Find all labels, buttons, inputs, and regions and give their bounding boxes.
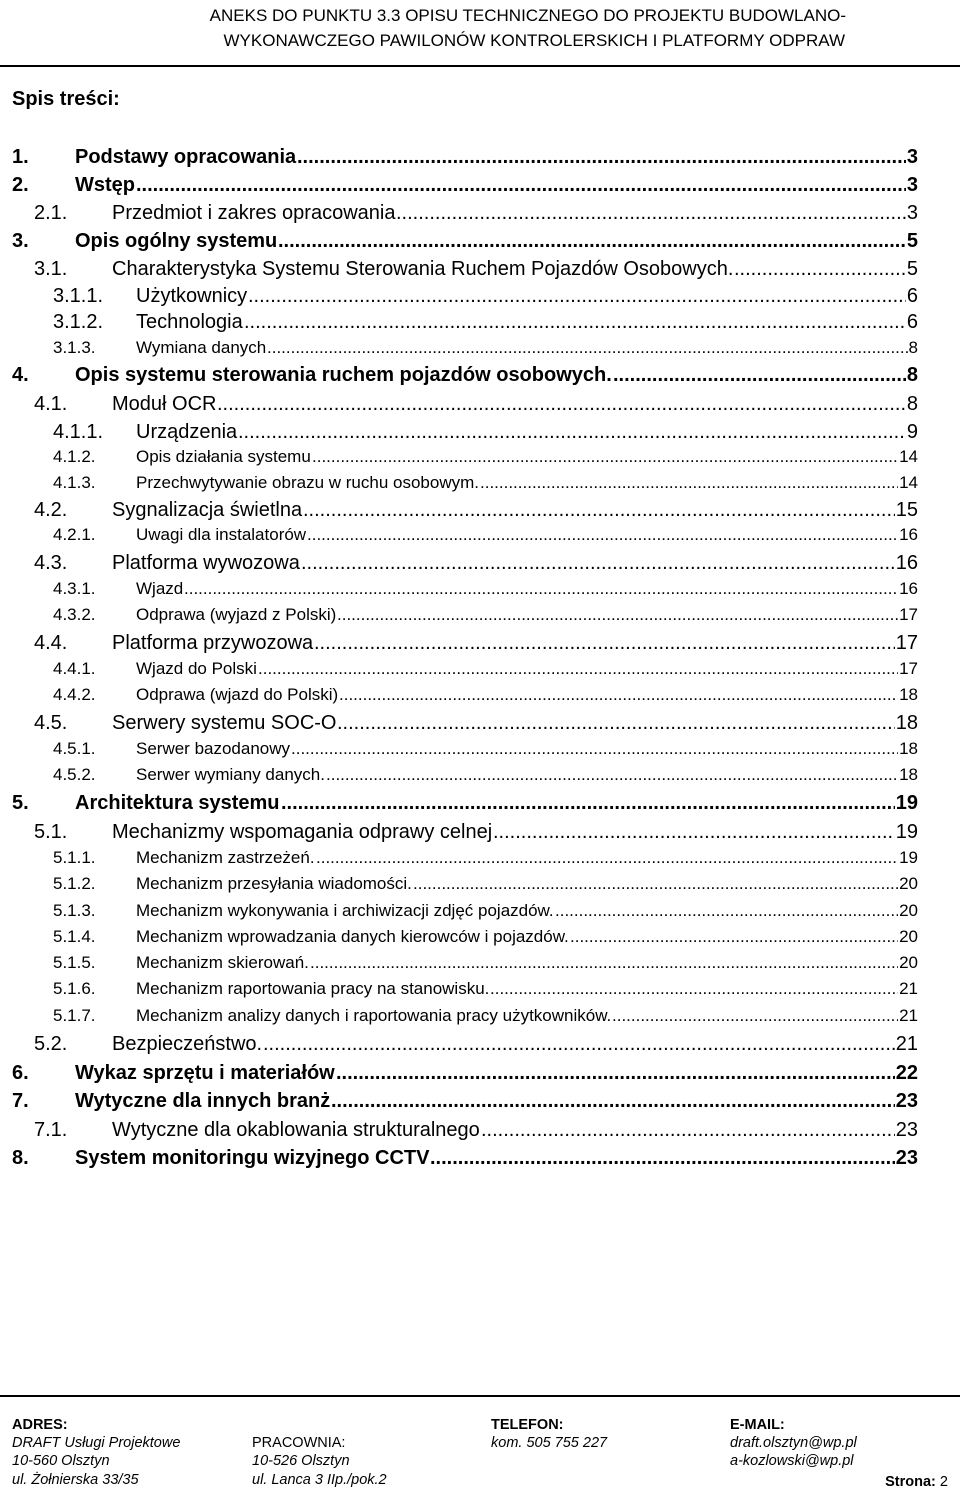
toc-entry-title: Odprawa (wjazd do Polski) [136, 685, 339, 704]
toc-dot-leader [337, 605, 898, 625]
toc-entry-number: 4.5.1. [53, 739, 96, 758]
toc-entry-title: Moduł OCR [112, 393, 217, 415]
toc-entry-page: 15 [895, 499, 918, 521]
toc-entry-title: Serwer bazodanowy [136, 739, 291, 758]
toc-entry-title: Urządzenia [136, 421, 238, 443]
toc-entry-page: 17 [895, 632, 918, 654]
toc-dot-leader [238, 421, 906, 444]
toc-entry[interactable] [0, 765, 918, 789]
toc-entry-title: Uwagi dla instalatorów [136, 525, 307, 544]
toc-dot-leader [336, 1062, 895, 1085]
footer-address-label: ADRES: [12, 1417, 68, 1433]
toc-entry-number: 4. [12, 364, 29, 386]
toc-entry-page: 3 [906, 146, 918, 168]
toc-entry-title: Przedmiot i zakres opracowania [112, 202, 396, 224]
header-divider [0, 65, 960, 67]
toc-dot-leader [307, 525, 898, 545]
toc-entry-page: 18 [899, 739, 918, 758]
toc-entry-page: 8 [906, 364, 918, 386]
toc-entry-title: Bezpieczeństwo. [112, 1033, 263, 1055]
toc-entry-page: 3 [906, 202, 918, 224]
toc-entry-page: 20 [899, 874, 918, 893]
toc-entry[interactable] [0, 739, 918, 763]
toc-dot-leader [570, 927, 898, 947]
toc-entry-page: 20 [899, 927, 918, 946]
toc-entry-number: 4.2. [34, 499, 68, 521]
toc-entry-page: 5 [906, 258, 918, 280]
toc-entry-title: Wjazd do Polski [136, 659, 257, 678]
page-number: 2 [939, 1474, 948, 1490]
toc-entry-number: 3. [12, 230, 29, 252]
toc-entry[interactable] [0, 605, 918, 629]
toc-entry-page: 19 [895, 821, 918, 843]
toc-entry-title: Platforma przywozowa [112, 632, 314, 654]
toc-entry[interactable] [0, 525, 918, 549]
toc-entry-page: 19 [895, 792, 918, 814]
toc-dot-leader [312, 447, 898, 467]
toc-entry-title: Wymiana danych [136, 338, 267, 357]
toc-entry[interactable] [0, 1006, 918, 1030]
toc-entry-title: Mechanizm zastrzeżeń. [136, 848, 315, 867]
toc-entry[interactable] [0, 1090, 918, 1114]
toc-dot-leader [136, 174, 906, 197]
toc-entry[interactable] [0, 927, 918, 951]
page-label: Strona: [885, 1474, 936, 1490]
footer-address-line: ul. Żołnierska 33/35 [12, 1472, 139, 1488]
toc-entry-number: 5.1.6. [53, 979, 96, 998]
toc-entry-title: Mechanizm wprowadzania danych kierowców i pojazdów. [136, 927, 569, 946]
toc-entry-page: 17 [899, 659, 918, 678]
toc-entry-number: 4.3. [34, 552, 68, 574]
toc-entry-number: 5.1.5. [53, 953, 96, 972]
toc-entry-number: 4.1. [34, 393, 68, 415]
toc-entry-page: 16 [895, 552, 918, 574]
toc-entry-page: 6 [906, 311, 918, 333]
toc-entry-title: Wytyczne dla okablowania strukturalnego [112, 1119, 480, 1141]
footer-divider [0, 1395, 960, 1397]
toc-entry[interactable] [0, 979, 918, 1003]
toc-entry-page: 16 [899, 525, 918, 544]
toc-entry-title: Mechanizm skierowań. [136, 953, 309, 972]
toc-entry[interactable] [0, 792, 918, 816]
toc-entry[interactable] [0, 579, 918, 603]
toc-entry[interactable] [0, 901, 918, 925]
toc-entry-page: 6 [906, 285, 918, 307]
toc-dot-leader [613, 364, 906, 387]
toc-entry-number: 4.4.1. [53, 659, 96, 678]
toc-dot-leader [244, 311, 906, 334]
toc-entry[interactable] [0, 311, 918, 335]
toc-entry-title: System monitoringu wizyjnego CCTV [75, 1147, 430, 1169]
footer-phone-line: kom. 505 755 227 [491, 1435, 608, 1451]
toc-dot-leader [184, 579, 898, 599]
toc-entry-title: Serwer wymiany danych. [136, 765, 325, 784]
footer-email-line: a-kozlowski@wp.pl [730, 1453, 854, 1469]
footer-email-label: E-MAIL: [730, 1417, 785, 1433]
toc-entry-number: 4.3.2. [53, 605, 96, 624]
toc-entry[interactable] [0, 447, 918, 471]
toc-entry-title: Sygnalizacja świetlna [112, 499, 303, 521]
toc-entry-number: 2. [12, 174, 29, 196]
toc-entry[interactable] [0, 230, 918, 254]
toc-entry-page: 18 [899, 685, 918, 704]
toc-entry[interactable] [0, 146, 918, 170]
toc-entry-title: Wjazd [136, 579, 184, 598]
toc-dot-leader [263, 1033, 895, 1056]
toc-entry-page: 21 [895, 1033, 918, 1055]
toc-entry-title: Opis systemu sterowania ruchem pojazdów osobowych. [75, 364, 612, 386]
toc-entry[interactable] [0, 1033, 918, 1057]
toc-entry[interactable] [0, 1062, 918, 1086]
toc-entry-number: 3.1. [34, 258, 68, 280]
toc-entry-number: 5.1. [34, 821, 68, 843]
toc-entry-page: 8 [906, 393, 918, 415]
toc-entry-number: 4.3.1. [53, 579, 96, 598]
toc-entry-title: Mechanizm przesyłania wiadomości. [136, 874, 412, 893]
toc-dot-leader [314, 632, 895, 655]
header-title-line-1: ANEKS DO PUNKTU 3.3 OPISU TECHNICZNEGO DO PROJEKTU BUDOWLANO- [209, 6, 846, 25]
page-number-block [885, 1473, 948, 1491]
toc-entry-number: 4.1.2. [53, 447, 96, 466]
toc-entry[interactable] [0, 821, 918, 845]
toc-entry-title: Mechanizm analizy danych i raportowania pracy użytkowników. [136, 1006, 612, 1025]
toc-dot-leader [481, 1119, 895, 1142]
toc-entry-number: 6. [12, 1062, 29, 1084]
toc-entry-page: 14 [899, 447, 918, 466]
toc-entry-title: Mechanizmy wspomagania odprawy celnej [112, 821, 493, 843]
toc-entry[interactable] [0, 174, 918, 198]
toc-entry[interactable] [0, 258, 918, 282]
footer-studio-line: ul. Lanca 3 IIp./pok.2 [252, 1472, 387, 1488]
toc-entry-number: 4.5.2. [53, 765, 96, 784]
toc-entry-page: 14 [899, 473, 918, 492]
footer-phone-label: TELEFON: [491, 1417, 564, 1433]
toc-entry-number: 8. [12, 1147, 29, 1169]
toc-entry-page: 22 [895, 1062, 918, 1084]
toc-dot-leader [258, 659, 898, 679]
toc-entry-title: Przechwytywanie obrazu w ruchu osobowym. [136, 473, 479, 492]
toc-entry-page: 20 [899, 901, 918, 920]
toc-entry-page: 17 [899, 605, 918, 624]
toc-dot-leader [326, 765, 898, 785]
toc-entry-number: 5.2. [34, 1033, 68, 1055]
toc-entry[interactable] [0, 364, 918, 388]
footer-address-line: 10-560 Olsztyn [12, 1453, 110, 1469]
toc-entry-number: 5.1.2. [53, 874, 96, 893]
toc-entry-title: Odprawa (wyjazd z Polski) [136, 605, 337, 624]
toc-entry-page: 3 [906, 174, 918, 196]
toc-dot-leader [734, 258, 906, 281]
toc-dot-leader [413, 874, 898, 894]
toc-entry-title: Wstęp [75, 174, 135, 196]
toc-entry-page: 19 [899, 848, 918, 867]
toc-entry[interactable] [0, 338, 918, 362]
toc-entry-number: 4.5. [34, 712, 68, 734]
toc-entry[interactable] [0, 848, 918, 872]
toc-entry[interactable] [0, 685, 918, 709]
toc-entry-page: 21 [899, 1006, 918, 1025]
toc-dot-leader [281, 792, 895, 815]
toc-entry-number: 3.1.1. [53, 285, 104, 307]
toc-entry-number: 5.1.7. [53, 1006, 96, 1025]
toc-dot-leader [267, 338, 908, 358]
toc-entry[interactable] [0, 202, 918, 226]
toc-entry[interactable] [0, 632, 918, 656]
toc-entry-number: 4.4.2. [53, 685, 96, 704]
toc-entry-page: 8 [908, 338, 918, 357]
toc-dot-leader [301, 552, 895, 575]
toc-dot-leader [316, 848, 898, 868]
toc-entry-number: 4.4. [34, 632, 68, 654]
toc-entry-page: 21 [899, 979, 918, 998]
footer-email-line: draft.olsztyn@wp.pl [730, 1435, 857, 1451]
toc-entry-title: Wykaz sprzętu i materiałów [75, 1062, 335, 1084]
toc-entry-number: 4.1.3. [53, 473, 96, 492]
toc-dot-leader [310, 953, 898, 973]
toc-entry-number: 5.1.4. [53, 927, 96, 946]
toc-dot-leader [339, 685, 898, 705]
toc-entry[interactable] [0, 712, 918, 736]
toc-entry-title: Charakterystyka Systemu Sterowania Ruchem Pojazdów Osobowych. [112, 258, 734, 280]
toc-dot-leader [337, 712, 895, 735]
toc-entry-page: 9 [906, 421, 918, 443]
footer-address-line: DRAFT Usługi Projektowe [12, 1435, 181, 1451]
toc-dot-leader [490, 979, 898, 999]
toc-entry-number: 2.1. [34, 202, 68, 224]
toc-entry-title: Użytkownicy [136, 285, 248, 307]
footer-studio-label: PRACOWNIA: [252, 1435, 346, 1451]
toc-entry-number: 4.1.1. [53, 421, 104, 443]
toc-dot-leader [303, 499, 895, 522]
toc-dot-leader [331, 1090, 895, 1113]
toc-entry-page: 18 [899, 765, 918, 784]
toc-entry[interactable] [0, 285, 918, 309]
toc-entry-number: 3.1.2. [53, 311, 104, 333]
toc-entry-number: 5. [12, 792, 29, 814]
toc-dot-leader [493, 821, 895, 844]
toc-entry-number: 7.1. [34, 1119, 68, 1141]
toc-dot-leader [396, 202, 906, 225]
toc-entry-title: Wytyczne dla innych branż [75, 1090, 331, 1112]
toc-dot-leader [612, 1006, 898, 1026]
toc-entry-number: 5.1.1. [53, 848, 96, 867]
toc-entry-page: 20 [899, 953, 918, 972]
toc-entry[interactable] [0, 421, 918, 445]
toc-entry-page: 23 [895, 1090, 918, 1112]
toc-entry-title: Podstawy opracowania [75, 146, 297, 168]
toc-dot-leader [480, 473, 898, 493]
toc-entry[interactable] [0, 473, 918, 497]
footer-studio-line: 10-526 Olsztyn [252, 1453, 350, 1469]
toc-title: Spis treści: [12, 88, 120, 110]
toc-entry-title: Platforma wywozowa [112, 552, 300, 574]
toc-entry-number: 3.1.3. [53, 338, 96, 357]
toc-entry-page: 23 [895, 1147, 918, 1169]
toc-dot-leader [291, 739, 898, 759]
toc-entry-page: 18 [895, 712, 918, 734]
toc-entry-title: Mechanizm raportowania pracy na stanowisku. [136, 979, 490, 998]
toc-entry[interactable] [0, 953, 918, 977]
toc-entry[interactable] [0, 874, 918, 898]
toc-entry[interactable] [0, 1147, 918, 1171]
toc-entry-page: 16 [899, 579, 918, 598]
toc-dot-leader [248, 285, 906, 308]
toc-dot-leader [555, 901, 898, 921]
toc-dot-leader [217, 393, 906, 416]
toc-dot-leader [297, 146, 906, 169]
toc-entry-page: 5 [906, 230, 918, 252]
toc-dot-leader [278, 230, 906, 253]
toc-entry-title: Technologia [136, 311, 243, 333]
toc-entry-page: 23 [895, 1119, 918, 1141]
toc-entry[interactable] [0, 552, 918, 576]
toc-entry[interactable] [0, 499, 918, 523]
toc-entry-number: 4.2.1. [53, 525, 96, 544]
header-title-line-2: WYKONAWCZEGO PAWILONÓW KONTROLERSKICH I PLATFORMY ODPRAW [223, 31, 845, 50]
toc-entry[interactable] [0, 393, 918, 417]
toc-entry-title: Opis ogólny systemu [75, 230, 278, 252]
toc-entry-title: Opis działania systemu [136, 447, 311, 466]
toc-entry-title: Architektura systemu [75, 792, 280, 814]
toc-entry-title: Mechanizm wykonywania i archiwizacji zdjęć pojazdów. [136, 901, 554, 920]
toc-entry-number: 1. [12, 146, 29, 168]
toc-entry[interactable] [0, 659, 918, 683]
toc-entry-title: Serwery systemu SOC-O [112, 712, 337, 734]
toc-entry-number: 7. [12, 1090, 29, 1112]
toc-entry-number: 5.1.3. [53, 901, 96, 920]
toc-dot-leader [430, 1147, 895, 1170]
toc-entry[interactable] [0, 1119, 918, 1143]
